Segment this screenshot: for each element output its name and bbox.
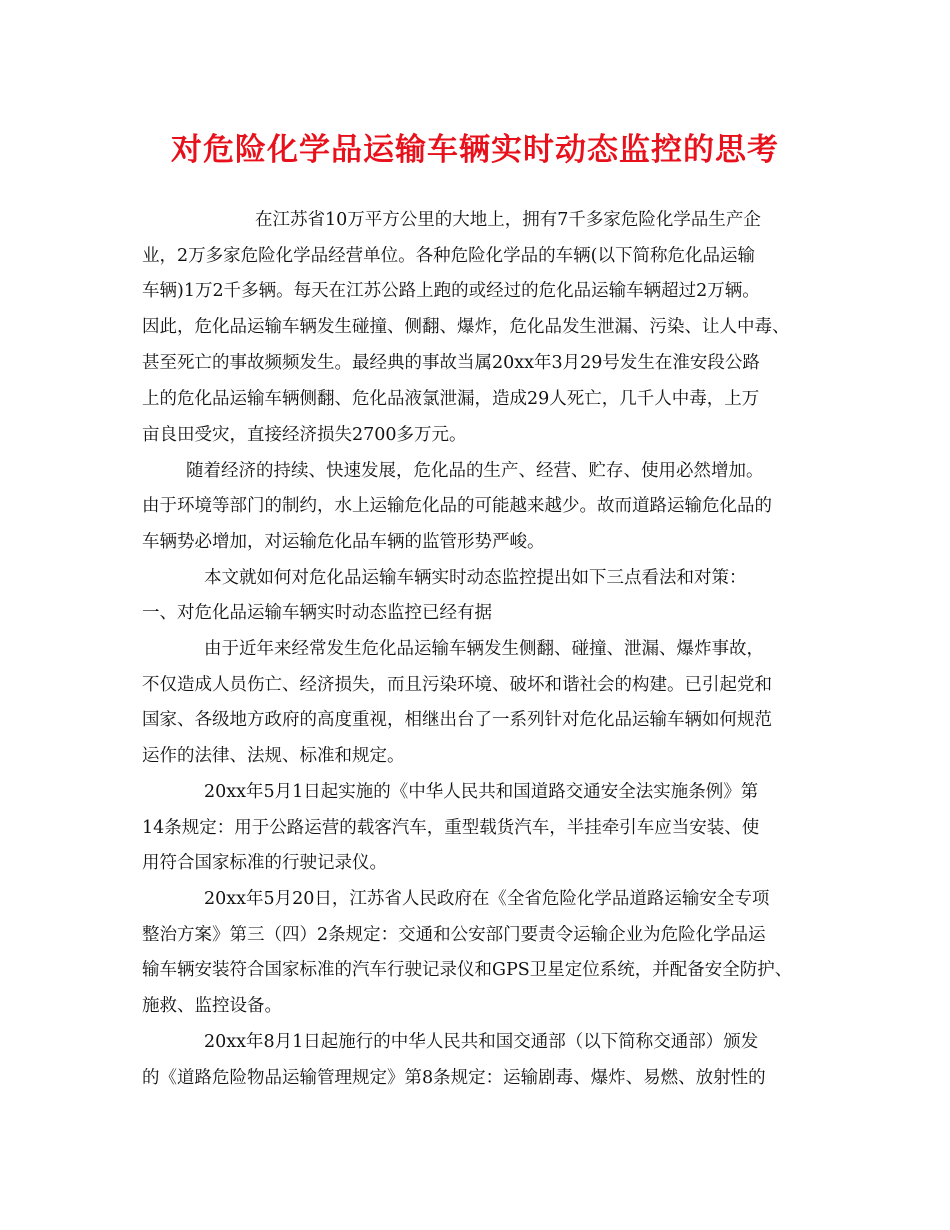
text-line: 输车辆安装符合国家标准的汽车行驶记录仪和GPS卫星定位系统，并配备安全防护、 (142, 960, 793, 980)
text-line: 的《道路危险物品运输管理规定》第8条规定：运输剧毒、爆炸、易燃、放射性的 (142, 1068, 766, 1088)
text-line: 运作的法律、法规、标准和规定。 (142, 746, 405, 766)
text-line: 整治方案》第三（四）2条规定：交通和公安部门要责令运输企业为危险化学品运 (142, 925, 766, 945)
text-line: 在江苏省10万平方公里的大地上，拥有7千多家危险化学品生产企 (255, 210, 761, 230)
text-line: 上的危化品运输车辆侧翻、危化品液氯泄漏，造成29人死亡，几千人中毒，上万 (142, 389, 760, 409)
text-line: 施救、监控设备。 (142, 996, 282, 1016)
text-line: 国家、各级地方政府的高度重视，相继出台了一系列针对危化品运输车辆如何规范 (142, 710, 772, 730)
document-title: 对危险化学品运输车辆实时动态监控的思考 (171, 132, 779, 168)
text-line: 亩良田受灾，直接经济损失2700多万元。 (142, 425, 467, 445)
text-line: 20xx年5月20日，江苏省人民政府在《全省危险化学品道路运输安全专项 (204, 889, 770, 909)
text-line: 用符合国家标准的行驶记录仪。 (142, 853, 387, 873)
text-line: 本文就如何对危化品运输车辆实时动态监控提出如下三点看法和对策： (204, 568, 747, 588)
section-heading: 一、对危化品运输车辆实时动态监控已经有据 (142, 603, 492, 623)
text-line: 甚至死亡的事故频频发生。最经典的事故当属20xx年3月29号发生在淮安段公路 (142, 353, 760, 373)
text-line: 20xx年8月1日起施行的中华人民共和国交通部（以下简称交通部）颁发 (204, 1032, 759, 1052)
text-line: 由于环境等部门的制约，水上运输危化品的可能越来越少。故而道路运输危化品的 (142, 496, 772, 516)
text-line: 20xx年5月1日起实施的《中华人民共和国道路交通安全法实施条例》第 (204, 782, 759, 802)
text-line: 由于近年来经常发生危化品运输车辆发生侧翻、碰撞、泄漏、爆炸事故， (204, 639, 764, 659)
text-line: 14条规定：用于公路运营的载客汽车，重型载货汽车，半挂牵引车应当安装、使 (142, 818, 760, 838)
text-line: 因此，危化品运输车辆发生碰撞、侧翻、爆炸，危化品发生泄漏、污染、让人中毒、 (142, 317, 790, 337)
text-line: 业，2万多家危险化学品经营单位。各种危险化学品的车辆(以下简称危化品运输 (142, 246, 755, 266)
text-line: 车辆)1万2千多辆。每天在江苏公路上跑的或经过的危化品运输车辆超过2万辆。 (142, 281, 760, 301)
text-line: 随着经济的持续、快速发展，危化品的生产、经营、贮存、使用必然增加。 (186, 461, 764, 481)
text-line: 不仅造成人员伤亡、经济损失，而且污染环境、破坏和谐社会的构建。已引起党和 (142, 675, 772, 695)
text-line: 车辆势必增加，对运输危化品车辆的监管形势严峻。 (142, 532, 545, 552)
